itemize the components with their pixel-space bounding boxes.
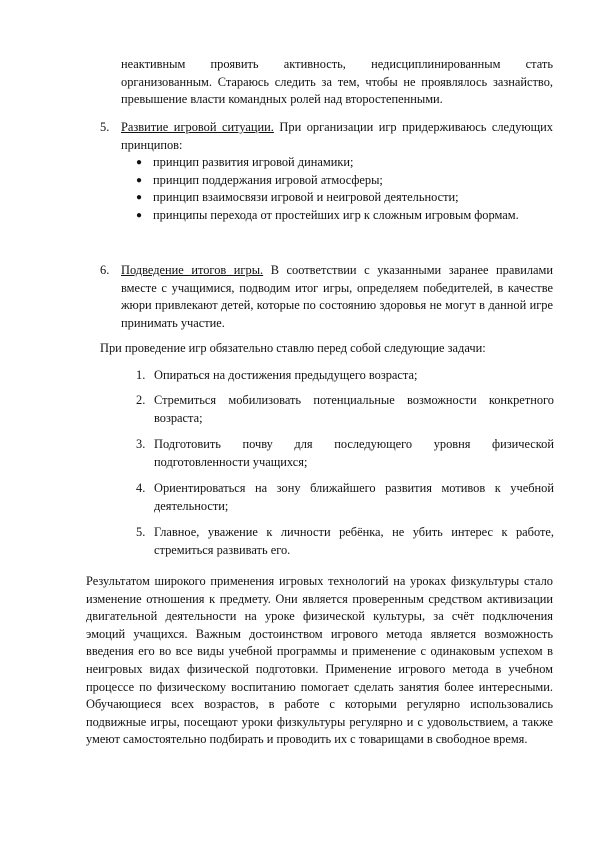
- task-item-3: [136, 436, 554, 471]
- list-item-number: 5.: [100, 120, 110, 134]
- bullet-icon: ●: [136, 174, 143, 186]
- list-item: [121, 207, 553, 225]
- bullet-text: принципы перехода от простейших игр к сложным игровым формам.: [153, 207, 519, 222]
- list-item-6: [100, 262, 553, 332]
- list-item-text: При организации игр придерживаюсь следующих принципов:: [121, 120, 554, 152]
- task-item-4: [136, 480, 554, 515]
- list-item-body: [121, 119, 553, 225]
- task-number: 2.: [136, 393, 146, 407]
- task-text: Опираться на достижения предыдущего возраста;: [154, 368, 418, 382]
- bullet-text: принцип поддержания игровой атмосферы;: [153, 172, 383, 187]
- list-item-number: 6.: [100, 263, 110, 277]
- tasks-intro: При проведение игр обязательно ставлю перед собой следующие задачи:: [100, 341, 486, 355]
- task-number: 4.: [136, 481, 146, 495]
- list-item-text: В соответствии с указанными заранее правилами вместе с учащимися, подводим итог игры, определяем победителей, в качестве жюри привлекают детей, которые по состоянию здоровья не могут в данной игре принимать участие.: [121, 263, 553, 330]
- task-number: 5.: [136, 525, 146, 539]
- task-number: 1.: [136, 368, 146, 382]
- conclusion-paragraph: Результатом широкого применения игровых технологий на уроках физкультуры стало изменение отношения к предмету. Они является проверенным средством активизации двигательной деятельности на уроке физической культуры, за счёт подключения эмоций учащихся. Важным достоинством игрового метода является возможность введения его во все виды учебной программы и применение с одинаковым успехом в неигровых видах физической подготовки. Применение игрового метода в учебном процессе по физическому воспитанию помогает сделать занятия более интересными. Обучающиеся всех возрастов, в работе с которыми регулярно использовались подвижные игры, посещают уроки физкультуры регулярно и с удовольствием, а также умеют самостоятельно подбирать и проводить их с товарищами в свободное время.: [86, 574, 553, 747]
- bullet-icon: ●: [136, 157, 143, 169]
- bullet-icon: ●: [136, 209, 143, 221]
- bullet-icon: ●: [136, 192, 143, 204]
- task-item-2: [136, 392, 554, 427]
- task-text: Ориентироваться на зону ближайшего развития мотивов к учебной деятельности;: [154, 481, 554, 513]
- task-text: Стремиться мобилизовать потенциальные возможности конкретного возраста;: [154, 393, 554, 425]
- task-text: Подготовить почву для последующего уровня физической подготовленности учащихся;: [154, 437, 554, 469]
- task-item-1: [136, 367, 554, 385]
- task-text: Главное, уважение к личности ребёнка, не убить интерес к работе, стремиться развивать его.: [154, 525, 554, 557]
- task-number: 3.: [136, 437, 146, 451]
- list-item-title: Подведение итогов игры.: [121, 263, 264, 277]
- list-item-body: [121, 262, 553, 332]
- list-item: [121, 172, 553, 190]
- list-item-paragraph: [121, 119, 553, 154]
- list-item-5: [100, 119, 553, 225]
- task-item-5: [136, 524, 554, 559]
- list-item: [121, 189, 553, 207]
- bullet-text: принцип развития игровой динамики;: [153, 155, 354, 170]
- continuation-paragraph: неактивным проявить активность, недисциплинированным стать организованным. Стараюсь следить за тем, чтобы не проявлялось зазнайство, превышение власти командных ролей над второстепенными.: [121, 57, 553, 107]
- list-item-title: Развитие игровой ситуации.: [121, 120, 274, 134]
- bullet-text: принцип взаимосвязи игровой и неигровой деятельности;: [153, 190, 459, 205]
- list-item: [121, 154, 553, 172]
- principles-list: [121, 154, 553, 224]
